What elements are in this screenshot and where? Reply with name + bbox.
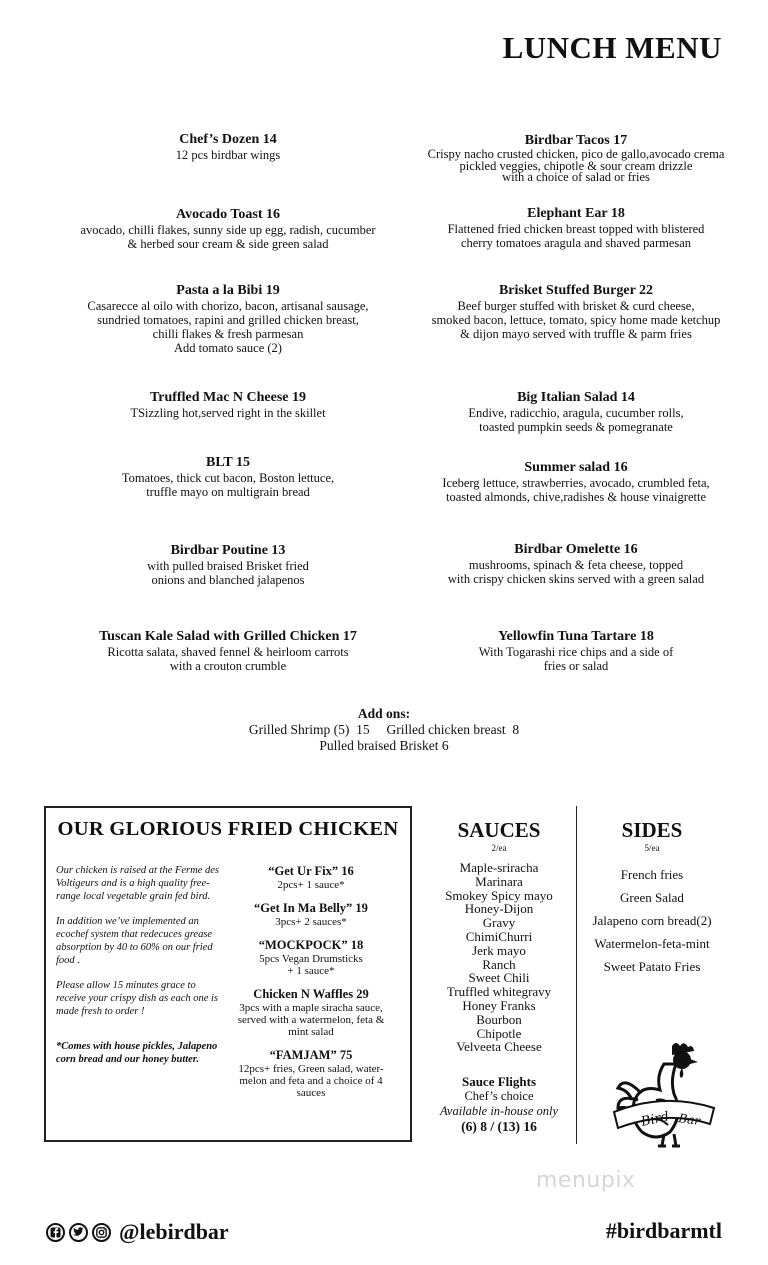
menu-item xyxy=(406,459,746,504)
menu-item-name: Yellowfin Tuna Tartare 18 xyxy=(498,629,654,644)
info-note: *Comes with house pickles, Jalapeno corn bread and our honey butter. xyxy=(56,1041,218,1065)
fried-chicken-item-desc: 2pcs+ 1 sauce* xyxy=(277,879,345,891)
fried-chicken-item-desc: served with a watermelon, feta & xyxy=(237,1014,385,1026)
fried-chicken-item-desc: + 1 sauce* xyxy=(287,965,335,977)
sides-list xyxy=(582,863,722,978)
side-item: Jalapeno corn bread(2) xyxy=(592,913,712,928)
side-item: Green Salad xyxy=(620,890,684,905)
menu-item-desc: avocado, chilli flakes, sunny side up egg, radish, cucumber xyxy=(80,223,376,237)
sauce-item: Chipotle xyxy=(476,1025,522,1041)
sides-title: SIDES xyxy=(621,818,683,842)
menu-item xyxy=(406,541,746,586)
menu-item xyxy=(406,132,746,184)
sauce-item: Velveeta Cheese xyxy=(456,1039,542,1055)
twitter-icon[interactable] xyxy=(69,1223,88,1242)
social-bar xyxy=(46,1219,229,1245)
menu-item-desc: Beef burger stuffed with brisket & curd cheese, xyxy=(457,299,695,313)
menu-item-desc: Casarecce al oilo with chorizo, bacon, artisanal sausage, xyxy=(87,299,369,313)
menu-item-name: Big Italian Salad 14 xyxy=(517,390,635,405)
menu-item xyxy=(406,205,746,250)
menu-item-desc: toasted almonds, chive,radishes & house vinaigrette xyxy=(445,490,706,504)
menu-item-name: Birdbar Omelette 16 xyxy=(514,542,638,557)
menu-item-desc: mushrooms, spinach & feta cheese, topped xyxy=(468,558,684,572)
menu-item-desc: truffle mayo on multigrain bread xyxy=(146,485,310,499)
menu-item-desc: cherry tomatoes aragula and shaved parmesan xyxy=(460,236,692,250)
fried-chicken-item-name: “Get In Ma Belly” 19 xyxy=(254,901,368,915)
fried-chicken-items xyxy=(226,864,396,1109)
menu-item-desc: toasted pumpkin seeds & pomegranate xyxy=(479,420,673,434)
addons-line: Grilled Shrimp (5) 15 Grilled chicken breast 8 xyxy=(248,722,520,737)
menu-item-name: Tuscan Kale Salad with Grilled Chicken 17 xyxy=(99,629,357,644)
sauce-item: Bourbon xyxy=(476,1011,522,1027)
sauce-flights-price: (6) 8 / (13) 16 xyxy=(461,1119,537,1135)
menu-item xyxy=(58,389,398,420)
social-handle[interactable]: @lebirdbar xyxy=(119,1219,229,1244)
menu-item-desc: fries or salad xyxy=(543,659,609,673)
fried-chicken-info xyxy=(56,864,221,1078)
menu-item-desc: Ricotta salata, shaved fennel & heirloom carrots xyxy=(107,645,349,659)
menu-item-desc: onions and blanched jalapenos xyxy=(151,573,305,587)
column-divider xyxy=(576,806,577,1144)
menu-item-desc: with crispy chicken skins served with a green salad xyxy=(447,572,705,586)
menu-item-desc: sundried tomatoes, rapini and grilled chicken breast, xyxy=(97,313,359,327)
sauce-item: Sweet Chili xyxy=(468,970,530,986)
menu-item-name: BLT 15 xyxy=(206,455,250,470)
watermark: menupix xyxy=(536,1168,636,1193)
menu-item-desc: with a choice of salad or fries xyxy=(502,170,650,184)
addons-line: Pulled braised Brisket 6 xyxy=(319,738,449,753)
menu-item-desc: chilli flakes & fresh parmesan xyxy=(152,327,304,341)
logo-text-top: Bird xyxy=(639,1109,671,1130)
fried-chicken-item-desc: mint salad xyxy=(288,1026,334,1038)
menu-item-desc: Tomatoes, thick cut bacon, Boston lettuce, xyxy=(121,471,335,485)
sides-price: 5/ea xyxy=(644,843,660,853)
birdbar-rooster-logo xyxy=(612,1040,722,1150)
menu-item-desc: Endive, radicchio, aragula, cucumber rolls, xyxy=(468,406,684,420)
menu-item-name: Brisket Stuffed Burger 22 xyxy=(498,283,654,298)
instagram-icon[interactable] xyxy=(92,1223,111,1242)
menu-item-name: Elephant Ear 18 xyxy=(527,206,625,221)
menu-item-desc: Crispy nacho crusted chicken, pico de gallo,avocado crema xyxy=(427,147,725,161)
menu-item xyxy=(58,206,398,251)
menu-item-name: Truffled Mac N Cheese 19 xyxy=(149,390,307,405)
fried-chicken-title: OUR GLORIOUS FRIED CHICKEN xyxy=(57,818,399,840)
fried-chicken-item-name: “Get Ur Fix” 16 xyxy=(268,864,354,878)
sauce-flights-title: Sauce Flights xyxy=(461,1074,537,1090)
fried-chicken-item-desc: sauces xyxy=(296,1087,326,1099)
sauce-item: Gravy xyxy=(482,915,516,931)
menu-item-desc: TSizzling hot,served right in the skillet xyxy=(130,406,326,420)
sauce-flights-availability: Available in-house only xyxy=(439,1104,559,1119)
sauce-item: Smokey Spicy mayo xyxy=(445,887,553,903)
fried-chicken-item-desc: 3pcs+ 2 sauces* xyxy=(275,916,347,928)
fried-chicken-item-name: “MOCKPOCK” 18 xyxy=(258,938,364,952)
fried-chicken-box xyxy=(44,806,412,1142)
menu-item-desc: 12 pcs birdbar wings xyxy=(175,148,281,162)
sauce-item: Maple-sriracha xyxy=(459,860,539,875)
menu-item xyxy=(58,542,398,587)
menu-item xyxy=(58,282,398,355)
menu-item-desc: Flattened fried chicken breast topped with blistered xyxy=(447,222,705,236)
info-paragraph: In addition we’ve implemented an ecochef system that redecuces grease absorption by 40 to 60% on our fried food . xyxy=(56,916,213,966)
side-item: Watermelon-feta-mint xyxy=(594,936,710,951)
menu-item-desc: & herbed sour cream & side green salad xyxy=(127,237,329,251)
fried-chicken-item xyxy=(226,987,396,1038)
sauce-item: Honey-Dijon xyxy=(464,901,534,917)
hashtag: #birdbarmtl xyxy=(605,1218,722,1243)
fried-chicken-item xyxy=(226,1048,396,1099)
menu-item-name: Birdbar Poutine 13 xyxy=(170,543,286,558)
sauce-flights-choice: Chef’s choice xyxy=(464,1089,534,1104)
menu-item-desc: Iceberg lettuce, strawberries, avocado, crumbled feta, xyxy=(442,476,710,490)
fried-chicken-item-name: “FAMJAM” 75 xyxy=(269,1048,353,1062)
sauce-item: Honey Franks xyxy=(462,997,536,1013)
menu-item xyxy=(406,282,746,341)
menu-item-desc: with a crouton crumble xyxy=(169,659,287,673)
sauce-list xyxy=(428,861,570,1054)
logo-text-bottom: Bar xyxy=(677,1111,702,1128)
sauce-item: ChimiChurri xyxy=(465,928,533,944)
fried-chicken-item-desc: melon and feta and a choice of 4 xyxy=(239,1075,383,1087)
menu-item xyxy=(58,628,398,673)
menu-item-desc: & dijon mayo served with truffle & parm fries xyxy=(460,327,692,341)
menu-item-name: Birdbar Tacos 17 xyxy=(524,133,628,148)
sauces-title: SAUCES xyxy=(457,818,541,842)
sauces-price: 2/ea xyxy=(491,843,507,853)
menu-item-name: Summer salad 16 xyxy=(524,460,628,475)
sauce-item: Ranch xyxy=(482,956,516,972)
menu-item xyxy=(58,454,398,499)
menu-item-desc: with pulled braised Brisket fried xyxy=(147,559,309,573)
fried-chicken-item-desc: 3pcs with a maple siracha sauce, xyxy=(239,1002,383,1014)
info-paragraph: Our chicken is raised at the Ferme des Voltigeurs and is a high quality free-range local vegetable grain fed bird. xyxy=(56,865,220,902)
fried-chicken-item xyxy=(226,938,396,977)
side-item: French fries xyxy=(620,867,684,882)
menu-item-desc: smoked bacon, lettuce, tomato, spicy home made ketchup xyxy=(431,313,721,327)
fried-chicken-item xyxy=(226,864,396,891)
page-title: LUNCH MENU xyxy=(502,30,722,65)
addons-heading: Add ons: xyxy=(357,706,411,721)
menu-item xyxy=(406,389,746,434)
facebook-icon[interactable] xyxy=(46,1223,65,1242)
sides-section xyxy=(582,818,722,978)
sauce-item: Truffled whitegravy xyxy=(446,984,552,1000)
menu-item-desc: With Togarashi rice chips and a side of xyxy=(478,645,674,659)
side-item: Sweet Patato Fries xyxy=(603,959,701,974)
sauce-item: Jerk mayo xyxy=(472,942,526,958)
menu-item xyxy=(406,628,746,673)
menu-item-desc: Add tomato sauce (2) xyxy=(174,341,282,355)
sauce-flights xyxy=(428,1074,570,1134)
fried-chicken-item-desc: 12pcs+ fries, Green salad, water- xyxy=(238,1063,384,1075)
menu-item-desc: pickled veggies, chipotle & sour cream drizzle xyxy=(459,158,693,173)
info-paragraph: Please allow 15 minutes grace to receive your crispy dish as each one is made fresh to order ! xyxy=(56,980,219,1017)
menu-item-name: Avocado Toast 16 xyxy=(176,207,280,222)
sauce-item: Marinara xyxy=(475,873,523,889)
fried-chicken-item-desc: 5pcs Vegan Drumsticks xyxy=(259,953,363,965)
menu-item xyxy=(58,131,398,162)
fried-chicken-item-name: Chicken N Waffles 29 xyxy=(253,987,369,1001)
sauces-section xyxy=(428,818,570,1134)
fried-chicken-item xyxy=(226,901,396,928)
menu-item-name: Chef’s Dozen 14 xyxy=(179,132,277,147)
menu-item-name: Pasta a la Bibi 19 xyxy=(176,283,280,298)
addons-section xyxy=(184,706,584,754)
